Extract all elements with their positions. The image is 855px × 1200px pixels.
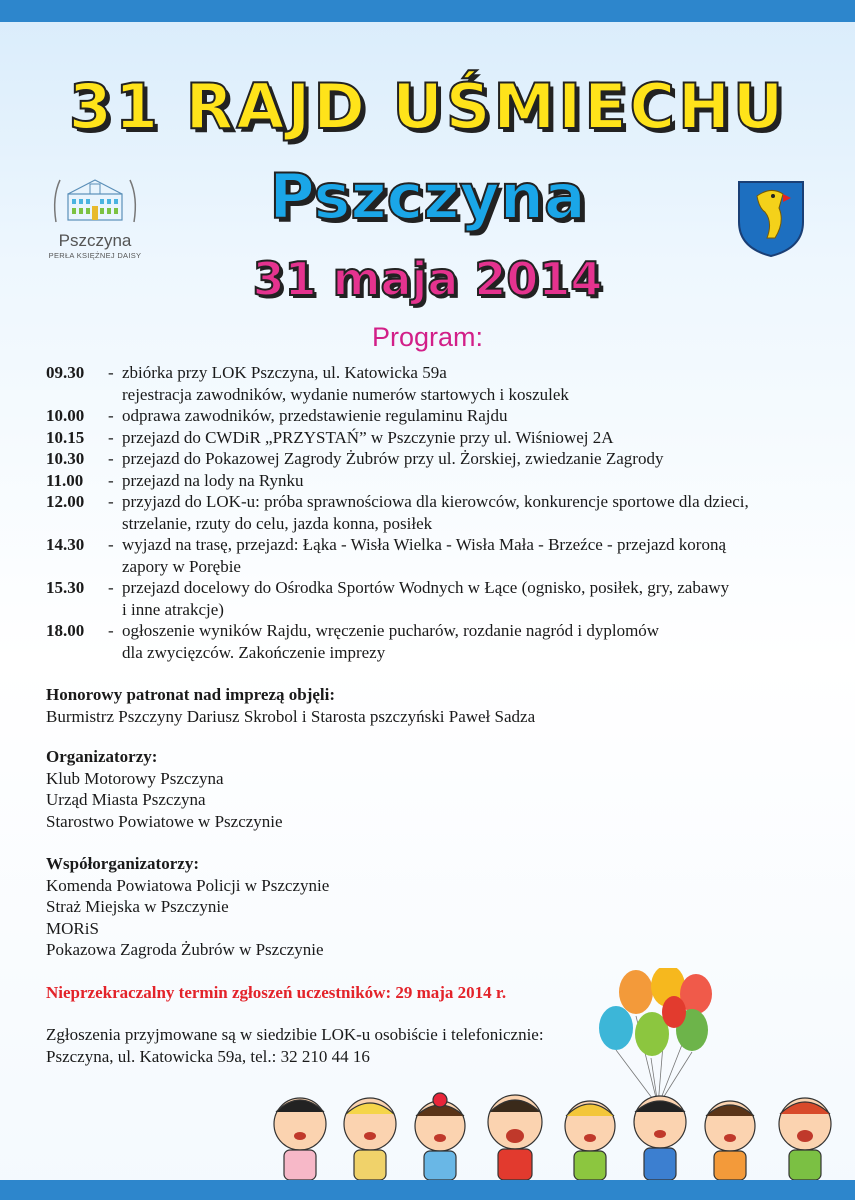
schedule-desc: strzelanie, rzuty do celu, jazda konna, posiłek [122, 513, 433, 533]
schedule-desc: przejazd na lody na Rynku [122, 470, 304, 490]
organizer-item: Klub Motorowy Pszczyna [46, 768, 224, 788]
contact-line: Zgłoszenia przyjmowane są w siedzibie LOK-u osobiście i telefonicznie: [46, 1025, 544, 1044]
patronage-section [46, 684, 806, 727]
schedule-time: 12.00 [46, 492, 85, 511]
schedule-item: 09.30 - zbiórka przy LOK Pszczyna, ul. Katowicka 59a rejestracja zawodników, wydanie numerów startowych i koszulek [46, 363, 569, 404]
event-city: Pszczyna [269, 160, 586, 233]
schedule-time: 15.30 [46, 578, 85, 597]
coorganizer-item: Komenda Powiatowa Policji w Pszczynie [46, 875, 330, 895]
organizer-item: Urząd Miasta Pszczyna [46, 790, 206, 809]
schedule-item: 10.30 - przejazd do Pokazowej Zagrody Żubrów przy ul. Żorskiej, zwiedzanie Zagrody [46, 448, 836, 470]
schedule-time: 09.30 [46, 363, 85, 382]
schedule-item: 10.00 - odprawa zawodników, przedstawienie regulaminu Rajdu [46, 405, 836, 427]
schedule-item: 14.30 - wyjazd na trasę, przejazd: Łąka - Wisła Wielka - Wisła Mała - Brzeźce - przejazd koroną zapory w Porębie [46, 535, 726, 576]
top-band [0, 0, 855, 22]
schedule-time: 10.30 [46, 449, 85, 468]
schedule-time: 18.00 [46, 621, 85, 640]
coorganizers-heading: Współorganizatorzy: [46, 854, 199, 873]
event-title: 31 RAJD UŚMIECHU [68, 70, 787, 143]
schedule-desc: i inne atrakcje) [122, 599, 224, 619]
coorganizer-item: Straż Miejska w Pszczynie [46, 897, 229, 916]
coorganizers-section [46, 853, 806, 961]
schedule-item: 12.00 - przyjazd do LOK-u: próba sprawnościowa dla kierowców, konkurencje sportowe dla dzieci, strzelanie, rzuty do celu, jazda konna, posiłek [46, 492, 749, 533]
coorganizer-item: MORiS [46, 918, 99, 938]
schedule-desc: przejazd do CWDiR „PRZYSTAŃ” w Pszczynie przy ul. Wiśniowej 2A [122, 427, 614, 447]
schedule-desc: przejazd do Pokazowej Zagrody Żubrów przy ul. Żorskiej, zwiedzanie Zagrody [122, 449, 664, 468]
schedule-desc: dla zwycięzców. Zakończenie imprezy [122, 642, 386, 662]
organizers-heading: Organizatorzy: [46, 747, 158, 766]
schedule-desc: przejazd docelowy do Ośrodka Sportów Wodnych w Łące (ognisko, posiłek, gry, zabawy [122, 578, 730, 597]
registration-deadline: Nieprzekraczalny termin zgłoszeń uczestników: 29 maja 2014 r. [46, 983, 507, 1002]
schedule-desc: odprawa zawodników, przedstawienie regulaminu Rajdu [122, 406, 508, 425]
schedule-time: 10.00 [46, 406, 85, 425]
event-date: 31 maja 2014 [252, 252, 603, 306]
schedule-desc: zbiórka przy LOK Pszczyna, ul. Katowicka 59a [122, 363, 447, 382]
schedule-time: 10.15 [46, 427, 85, 447]
contact-line: Pszczyna, ul. Katowicka 59a, tel.: 32 210 44 16 [46, 1046, 370, 1066]
schedule-desc: wyjazd na trasę, przejazd: Łąka - Wisła Wielka - Wisła Mała - Brzeźce - przejazd koroną [122, 535, 726, 554]
schedule-desc: przyjazd do LOK-u: próba sprawnościowa dla kierowców, konkurencje sportowe dla dzieci, [122, 492, 749, 511]
schedule-item: 15.30 - przejazd docelowy do Ośrodka Sportów Wodnych w Łące (ognisko, posiłek, gry, zabawy i inne atrakcje) [46, 578, 730, 619]
schedule-item: 11.00 - przejazd na lody na Rynku [46, 470, 836, 492]
schedule-item: 18.00 - ogłoszenie wyników Rajdu, wręczenie pucharów, rozdanie nagród i dyplomów dla zwycięzców. Zakończenie imprezy [46, 621, 660, 662]
schedule-desc: ogłoszenie wyników Rajdu, wręczenie pucharów, rozdanie nagród i dyplomów [122, 621, 660, 640]
schedule-desc: zapory w Porębie [122, 556, 241, 576]
logo-tagline: PERŁA KSIĘŻNEJ DAISY [48, 251, 142, 260]
schedule-time: 14.30 [46, 535, 85, 554]
patronage-heading: Honorowy patronat nad imprezą objęli: [46, 685, 336, 704]
children-illustration [260, 1082, 850, 1182]
coorganizer-item: Pokazowa Zagroda Żubrów w Pszczynie [46, 940, 324, 959]
organizer-item: Starostwo Powiatowe w Pszczynie [46, 811, 283, 831]
program-schedule [46, 362, 836, 663]
schedule-time: 11.00 [46, 470, 84, 490]
schedule-desc: rejestracja zawodników, wydanie numerów startowych i koszulek [122, 384, 569, 404]
logo-name: Pszczyna [58, 231, 132, 250]
patronage-text: Burmistrz Pszczyny Dariusz Skrobol i Starosta pszczyński Paweł Sadza [46, 706, 536, 726]
schedule-item: 10.15 - przejazd do CWDiR „PRZYSTAŃ” w Pszczynie przy ul. Wiśniowej 2A [46, 427, 836, 449]
contact-info [46, 1024, 544, 1067]
program-heading: Program: [371, 322, 484, 352]
bottom-band [0, 1180, 855, 1200]
organizers-section [46, 746, 806, 832]
